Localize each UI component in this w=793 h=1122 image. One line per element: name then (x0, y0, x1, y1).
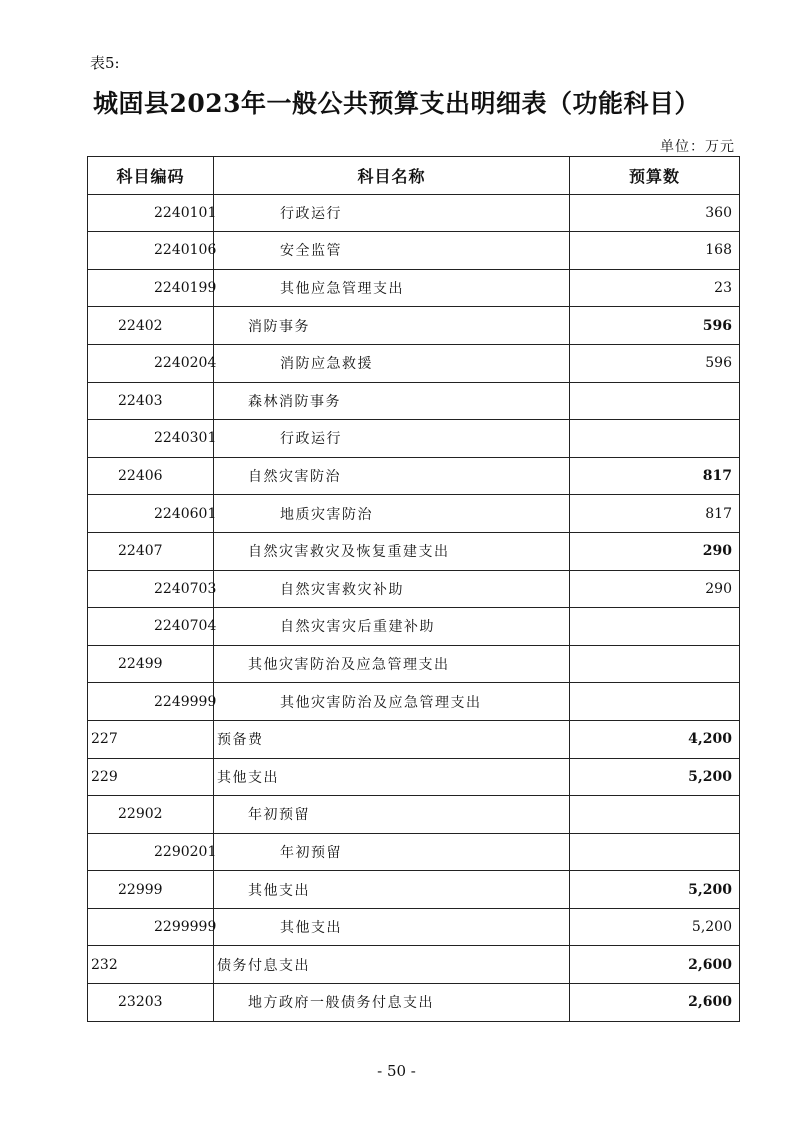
cell-code: 22999 (88, 871, 214, 909)
table-row (88, 457, 740, 495)
cell-amount: 5,200 (570, 908, 740, 946)
cell-name: 自然灾害防治 (214, 457, 570, 495)
table-row (88, 683, 740, 721)
cell-code: 22902 (88, 796, 214, 834)
cell-amount: 5,200 (570, 758, 740, 796)
cell-code: 2240601 (88, 495, 214, 533)
table-row (88, 232, 740, 270)
cell-amount (570, 608, 740, 646)
cell-amount (570, 645, 740, 683)
cell-code: 22402 (88, 307, 214, 345)
cell-name: 行政运行 (214, 194, 570, 232)
page-title: 城固县2023年一般公共预算支出明细表（功能科目） (92, 89, 701, 118)
cell-name: 其他支出 (214, 871, 570, 909)
table-header-row (88, 157, 740, 195)
table-row (88, 269, 740, 307)
cell-amount (570, 833, 740, 871)
cell-amount: 2,600 (570, 946, 740, 984)
cell-name: 安全监管 (214, 232, 570, 270)
header-name: 科目名称 (214, 157, 570, 195)
cell-name: 其他支出 (214, 908, 570, 946)
cell-code: 22407 (88, 532, 214, 570)
cell-name: 地方政府一般债务付息支出 (214, 984, 570, 1022)
cell-amount (570, 683, 740, 721)
table-body (88, 194, 740, 1021)
cell-code: 2240199 (88, 269, 214, 307)
table-row (88, 833, 740, 871)
cell-amount (570, 420, 740, 458)
cell-amount (570, 382, 740, 420)
cell-name: 自然灾害灾后重建补助 (214, 608, 570, 646)
cell-amount: 817 (570, 457, 740, 495)
cell-code: 2249999 (88, 683, 214, 721)
cell-name: 其他应急管理支出 (214, 269, 570, 307)
cell-code: 2290201 (88, 833, 214, 871)
cell-code: 2240101 (88, 194, 214, 232)
cell-name: 自然灾害救灾补助 (214, 570, 570, 608)
cell-name: 预备费 (214, 720, 570, 758)
table-row (88, 946, 740, 984)
cell-amount: 290 (570, 532, 740, 570)
cell-name: 消防应急救援 (214, 344, 570, 382)
header-code: 科目编码 (88, 157, 214, 195)
cell-amount: 168 (570, 232, 740, 270)
table-row (88, 608, 740, 646)
table-row (88, 344, 740, 382)
cell-name: 自然灾害救灾及恢复重建支出 (214, 532, 570, 570)
cell-code: 22406 (88, 457, 214, 495)
cell-amount (570, 796, 740, 834)
table-row (88, 796, 740, 834)
cell-code: 22499 (88, 645, 214, 683)
cell-amount: 2,600 (570, 984, 740, 1022)
budget-table (87, 156, 740, 1022)
table-row (88, 758, 740, 796)
cell-amount: 817 (570, 495, 740, 533)
cell-name: 其他支出 (214, 758, 570, 796)
cell-amount: 4,200 (570, 720, 740, 758)
cell-code: 2240703 (88, 570, 214, 608)
cell-code: 2299999 (88, 908, 214, 946)
table-row (88, 720, 740, 758)
cell-name: 年初预留 (214, 796, 570, 834)
cell-name: 森林消防事务 (214, 382, 570, 420)
page-number: - 50 - (377, 1062, 416, 1080)
cell-amount: 23 (570, 269, 740, 307)
cell-amount: 596 (570, 307, 740, 345)
header-amount: 预算数 (570, 157, 740, 195)
cell-code: 2240301 (88, 420, 214, 458)
cell-code: 232 (88, 946, 214, 984)
table-row (88, 645, 740, 683)
cell-name: 行政运行 (214, 420, 570, 458)
table-label: 表5: (90, 54, 120, 72)
unit-label: 单位：万元 (660, 139, 735, 155)
cell-amount: 290 (570, 570, 740, 608)
table-row (88, 984, 740, 1022)
cell-code: 227 (88, 720, 214, 758)
table-row (88, 570, 740, 608)
cell-name: 地质灾害防治 (214, 495, 570, 533)
table-row (88, 495, 740, 533)
cell-code: 2240106 (88, 232, 214, 270)
cell-name: 其他灾害防治及应急管理支出 (214, 645, 570, 683)
table-row (88, 871, 740, 909)
table-row (88, 382, 740, 420)
table-row (88, 908, 740, 946)
cell-name: 债务付息支出 (214, 946, 570, 984)
cell-amount: 360 (570, 194, 740, 232)
table-row (88, 420, 740, 458)
table-row (88, 194, 740, 232)
cell-name: 消防事务 (214, 307, 570, 345)
cell-amount: 5,200 (570, 871, 740, 909)
cell-code: 22403 (88, 382, 214, 420)
table-row (88, 532, 740, 570)
cell-code: 2240704 (88, 608, 214, 646)
table-row (88, 307, 740, 345)
cell-amount: 596 (570, 344, 740, 382)
cell-code: 2240204 (88, 344, 214, 382)
cell-code: 23203 (88, 984, 214, 1022)
cell-name: 其他灾害防治及应急管理支出 (214, 683, 570, 721)
cell-name: 年初预留 (214, 833, 570, 871)
cell-code: 229 (88, 758, 214, 796)
